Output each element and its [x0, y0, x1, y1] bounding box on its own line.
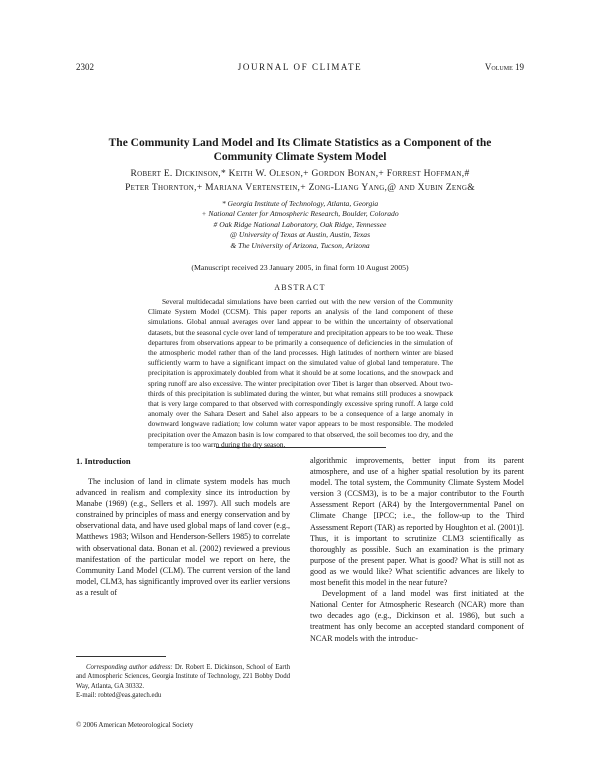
left-column: [76, 476, 290, 598]
affiliation-ut-austin: @ University of Texas at Austin, Austin, Texas: [229, 230, 371, 240]
intro-paragraph-2: Development of a land model was first initiated at the National Center for Atmospheric Research (NCAR) more than two decades ago (e.g., Dickinson et al. 1986), but such a treatment has only become an accepted standard component of NCAR models with the introduc-: [310, 589, 524, 643]
footnote-divider: [76, 656, 166, 657]
affiliation-arizona: & The University of Arizona, Tucson, Arizona: [230, 240, 370, 250]
copyright-notice: © 2006 American Meteorological Society: [76, 721, 194, 729]
right-column: [310, 455, 524, 644]
author-line-1: Robert E. Dickinson,* Keith W. Oleson,+ Gordon Bonan,+ Forrest Hoffman,#: [130, 169, 470, 179]
intro-paragraph-1-continued: algorithmic improvements, better input from its parent atmosphere, and use of a higher spatial resolution by its parent model. The total system, the Community Climate System Model version 3 (CCSM3), is to be a major contributor to the Fourth Assessment Report (AR4) by the Intergovernmental Panel on Climate Change [IPCC; i.e., the follow-up to the Third Assessment Report (TAR) as reported by Houghton et al. (2001)]. Thus, it is important to scrutinize CLM3 scientifically as thoroughly as possible. Such an examination is the primary purpose of the present paper. What is good? What is still not as good as we would like? What scientific advances are likely to most benefit this model in the near future?: [310, 456, 524, 588]
volume-number: Volume 19: [484, 62, 524, 72]
abstract-text: Several multidecadal simulations have been carried out with the new version of the Community Climate System Model (CCSM). This paper reports an analysis of the land component of these simulations. Global annual averages over land appear to be within the uncertainty of observational datasets, but the seasonal cycle over land of temperature and precipitation appears to be too weak. These departures from observations appear to be primarily a consequence of deficiencies in the simulation of the atmospheric model rather than of the land processes. High latitudes of northern winter are biased sufficiently warm to have a significant impact on the simulated value of global land temperature. The precipitation is approximately doubled from what it should be at some locations, and the snowpack and spring runoff are also excessive. The winter precipitation over Tibet is larger than observed. About two-thirds of this precipitation is sublimated during the winter, but what remains still produces a snowpack that is very large compared to that observed with correspondingly excessive spring runoff. A large cold anomaly over the Sahara Desert and Sahel also appears to be a consequence of a large anomaly in downward longwave radiation; low column water vapor appears to be most responsible. The modeled precipitation over the Amazon basin is low compared to that observed, the soil becomes too dry, and the temperature is too warm during the dry season.: [148, 297, 454, 449]
author-line-2: Peter Thornton,+ Mariana Vertenstein,+ Zong-Liang Yang,@ and Xubin Zeng&: [125, 182, 475, 193]
affiliation-ornl: # Oak Ridge National Laboratory, Oak Ridge, Tennessee: [213, 219, 387, 229]
footnote-lead: Corresponding author address:: [86, 664, 173, 671]
intro-paragraph-1: The inclusion of land in climate system models has much advanced in realism and complexity since its introduction by Manabe (1969) (e.g., Sellers et al. 1997). All such models are constrained by principles of mass and energy conservation and by observational data, and have used global maps of land cover (e.g., Matthews 1983; Wilson and Henderson-Sellers 1985) to correlate with observational data. Bonan et al. (2002) reviewed a previous manifestation of the particular model we report on here, the Community Land Model (CLM). The current version of the land model, CLM3, has significantly improved over its earlier versions as a result of: [76, 477, 290, 597]
footnote-address: Dr. Robert E. Dickinson, School of Earth and Atmospheric Sciences, Georgia Institute of Technology, 221 Bobby Dodd Way, Atlanta, GA 30332.: [76, 664, 290, 690]
affiliations: [130, 199, 470, 251]
section-heading-introduction: 1. Introduction: [76, 456, 131, 466]
running-head: [76, 62, 524, 74]
author-list: [70, 168, 530, 195]
affiliation-ncar: + National Center for Atmospheric Research, Boulder, Colorado: [201, 209, 399, 219]
page-number: 2302: [76, 62, 94, 72]
journal-name: JOURNAL OF CLIMATE: [237, 62, 363, 72]
abstract-divider: [216, 447, 386, 448]
manuscript-note: (Manuscript received 23 January 2005, in final form 10 August 2005): [191, 263, 409, 272]
affiliation-georgia-tech: * Georgia Institute of Technology, Atlanta, Georgia: [221, 199, 379, 208]
paper-title: The Community Land Model and Its Climate Statistics as a Component of the Community Climate System Model: [108, 137, 492, 163]
corresponding-author-footnote: [76, 663, 290, 701]
abstract-heading: ABSTRACT: [274, 283, 326, 292]
footnote-email: E-mail: robted@eas.gatech.edu: [76, 692, 162, 700]
